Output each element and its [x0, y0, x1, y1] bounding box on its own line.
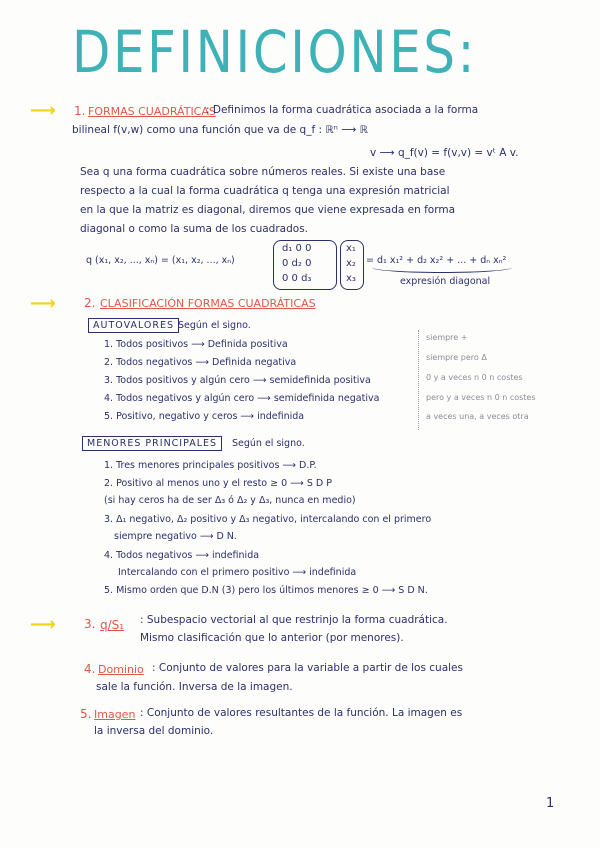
- section-5-line1: : Conjunto de valores resultantes de la función. La imagen es: [140, 707, 463, 719]
- section-1-line1: : Definimos la forma cuadrática asociada a la forma: [206, 104, 479, 116]
- section-3-line1: : Subespacio vectorial al que restrinjo la forma cuadrática.: [140, 614, 448, 626]
- menores-subtitle: Según el signo.: [232, 438, 305, 449]
- section-3-symbol: q/S₁: [100, 618, 125, 632]
- side-note: pero y a veces n 0 n costes: [426, 393, 536, 402]
- section-1-p1: Sea q una forma cuadrática sobre números reales. Si existe una base: [80, 166, 446, 178]
- equation-right: = d₁ x₁² + d₂ x₂² + ... + dₙ xₙ²: [366, 255, 507, 266]
- list-item: siempre negativo ⟶ D N.: [114, 531, 237, 542]
- variable-vector: [346, 241, 356, 286]
- diagonal-matrix: [282, 241, 311, 286]
- arrow-icon: ⟶: [30, 614, 56, 635]
- list-item: Intercalando con el primero positivo ⟶ indefinida: [118, 567, 357, 578]
- side-divider: [418, 330, 419, 430]
- list-item: 1. Tres menores principales positivos ⟶ D.P.: [104, 460, 317, 471]
- matrix-row: 0 0 d₃: [282, 273, 312, 284]
- list-item: 5. Mismo orden que D.N (3) pero los últimos menores ≥ 0 ⟶ S D N.: [104, 585, 428, 596]
- underbrace: [372, 262, 512, 273]
- section-4-line1: : Conjunto de valores para la variable a partir de los cuales: [152, 662, 463, 674]
- section-3-line2: Mismo clasificación que lo anterior (por menores).: [140, 632, 404, 644]
- list-item: 4. Todos negativos y algún cero ⟶ semidefinida negativa: [104, 393, 380, 404]
- autovalores-subtitle: Según el signo.: [178, 320, 251, 331]
- section-2-heading: CLASIFICACIÓN FORMAS CUADRÁTICAS: [100, 297, 316, 310]
- side-note: siempre pero Δ: [426, 353, 487, 362]
- autovalores-box: AUTOVALORES: [88, 318, 179, 333]
- arrow-icon: ⟶: [30, 100, 56, 121]
- matrix-row: 0 d₂ 0: [282, 258, 312, 269]
- section-1-p3: en la que la matriz es diagonal, diremos que viene expresada en forma: [80, 204, 456, 216]
- vector-row: x₃: [346, 273, 356, 284]
- list-item: 4. Todos negativos ⟶ indefinida: [104, 550, 260, 561]
- section-4-number: 4.: [84, 662, 96, 676]
- section-1-number: 1.: [74, 104, 86, 118]
- section-1-p4: diagonal o como la suma de los cuadrados.: [80, 223, 309, 235]
- side-note: siempre +: [426, 333, 468, 342]
- list-item: 3. Δ₁ negativo, Δ₂ positivo y Δ₃ negativo, intercalando con el primero: [104, 514, 432, 525]
- menores-box: MENORES PRINCIPALES: [82, 436, 222, 451]
- list-item: 3. Todos positivos y algún cero ⟶ semidefinida positiva: [104, 375, 371, 386]
- section-1-p2: respecto a la cual la forma cuadrática q tenga una expresión matricial: [80, 185, 450, 197]
- section-5-number: 5.: [80, 707, 92, 721]
- section-1-heading: FORMAS CUADRÁTICAS: [88, 105, 216, 118]
- equation-left: q (x₁, x₂, ..., xₙ) = (x₁, x₂, ..., xₙ): [86, 255, 235, 266]
- side-note: a veces una, a veces otra: [426, 412, 529, 421]
- list-item: 1. Todos positivos ⟶ Definida positiva: [104, 339, 288, 350]
- section-5-line2: la inversa del dominio.: [94, 725, 214, 737]
- page-title: DEFINICIONES:: [72, 18, 477, 86]
- section-2-number: 2.: [84, 296, 96, 310]
- matrix-row: d₁ 0 0: [282, 243, 312, 254]
- list-item: 5. Positivo, negativo y ceros ⟶ indefinida: [104, 411, 305, 422]
- page-number: 1: [546, 796, 555, 811]
- diagonal-label: expresión diagonal: [400, 276, 491, 287]
- side-note: 0 y a veces n 0 n costes: [426, 373, 523, 382]
- arrow-icon: ⟶: [30, 293, 56, 314]
- section-1-line3: v ⟶ q_f(v) = f(v,v) = vᵗ A v.: [370, 147, 519, 159]
- list-item: 2. Todos negativos ⟶ Definida negativa: [104, 357, 297, 368]
- section-4-heading: Dominio: [98, 663, 144, 676]
- section-3-number: 3.: [84, 617, 96, 631]
- vector-row: x₂: [346, 258, 356, 269]
- section-4-line2: sale la función. Inversa de la imagen.: [96, 681, 293, 693]
- vector-row: x₁: [346, 243, 356, 254]
- section-5-heading: Imagen: [94, 708, 136, 721]
- list-item: (si hay ceros ha de ser Δ₃ ó Δ₂ y Δ₃, nunca en medio): [104, 495, 356, 506]
- section-1-line2: bilineal f(v,w) como una función que va de q_f : ℝⁿ ⟶ ℝ: [72, 124, 368, 136]
- list-item: 2. Positivo al menos uno y el resto ≥ 0 ⟶ S D P: [104, 478, 332, 489]
